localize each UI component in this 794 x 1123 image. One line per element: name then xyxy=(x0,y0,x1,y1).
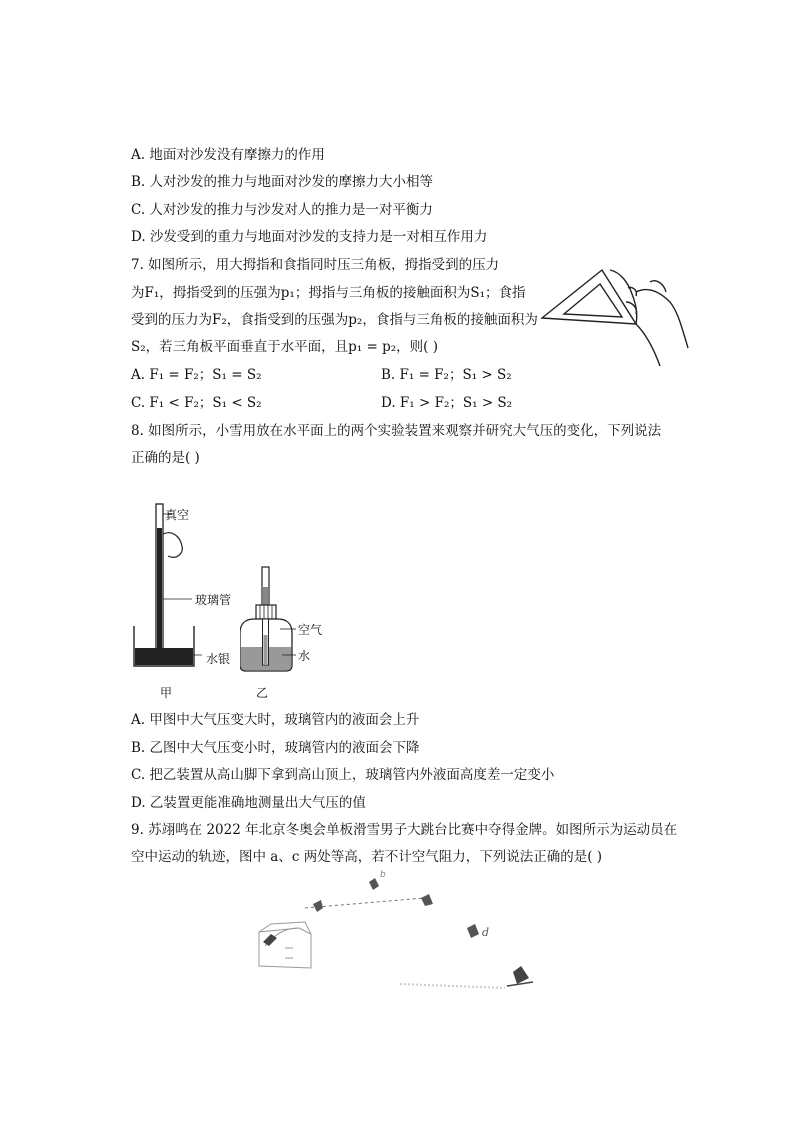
q7-option-c: C. F₁ < F₂；S₁ < S₂ xyxy=(131,395,262,411)
label-glass-tube: 玻璃管 xyxy=(195,593,232,607)
q9-stem-line2: 空中运动的轨迹，图中 a、c 两处等高，若不计空气阻力，下列说法正确的是( ) xyxy=(131,849,603,865)
q9-stem-line1: 9. 苏翊鸣在 2022 年北京冬奥会单板滑雪男子大跳台比赛中夺得金牌。如图所示为运动员在 xyxy=(131,822,678,838)
label-jia: 甲 xyxy=(160,686,173,700)
triangle-hand-figure xyxy=(540,262,700,370)
q6-option-d: D. 沙发受到的重力与地面对沙发的支持力是一对相互作用力 xyxy=(131,229,488,245)
label-mercury: 水银 xyxy=(206,652,231,666)
label-vacuum: 真空 xyxy=(165,508,190,522)
q7-stem-line3: 受到的压力为F₂，食指受到的压强为p₂，食指与三角板的接触面积为 xyxy=(131,312,538,328)
ski-jump-trajectory-figure xyxy=(255,872,540,1000)
label-water: 水 xyxy=(298,649,311,663)
q8-option-c: C. 把乙装置从高山脚下拿到高山顶上，玻璃管内外液面高度差一定变小 xyxy=(131,767,555,783)
q7-stem-line2: 为F₁，拇指受到的压强为p₁；拇指与三角板的接触面积为S₁；食指 xyxy=(131,285,526,301)
q7-stem-line4: S₂，若三角板平面垂直于水平面，且p₁ = p₂，则( ) xyxy=(131,339,438,355)
q8-option-b: B. 乙图中大气压变小时，玻璃管内的液面会下降 xyxy=(131,740,420,756)
q8-option-d: D. 乙装置更能准确地测量出大气压的值 xyxy=(131,795,366,811)
q7-option-a: A. F₁ = F₂；S₁ = S₂ xyxy=(131,367,262,383)
q7-stem-line1: 7. 如图所示，用大拇指和食指同时压三角板，拇指受到的压力 xyxy=(131,257,500,273)
mercury-barometer-figure xyxy=(130,498,210,670)
q8-option-a: A. 甲图中大气压变大时，玻璃管内的液面会上升 xyxy=(131,712,420,728)
q6-option-b: B. 人对沙发的推力与地面对沙发的摩擦力大小相等 xyxy=(131,174,434,190)
label-air: 空气 xyxy=(298,623,323,637)
label-yi: 乙 xyxy=(256,686,269,700)
label-d: d xyxy=(482,926,490,939)
q8-stem-line2: 正确的是( ) xyxy=(131,450,200,466)
q6-option-c: C. 人对沙发的推力与沙发对人的推力是一对平衡力 xyxy=(131,202,433,218)
label-b: b xyxy=(380,870,386,880)
q6-option-a: A. 地面对沙发没有摩擦力的作用 xyxy=(131,147,325,163)
q8-stem-line1: 8. 如图所示，小雪用放在水平面上的两个实验装置来观察并研究大气压的变化，下列说法 xyxy=(131,423,662,439)
q7-option-b: B. F₁ = F₂；S₁ > S₂ xyxy=(381,367,512,383)
q7-option-d: D. F₁ > F₂；S₁ > S₂ xyxy=(381,395,513,411)
